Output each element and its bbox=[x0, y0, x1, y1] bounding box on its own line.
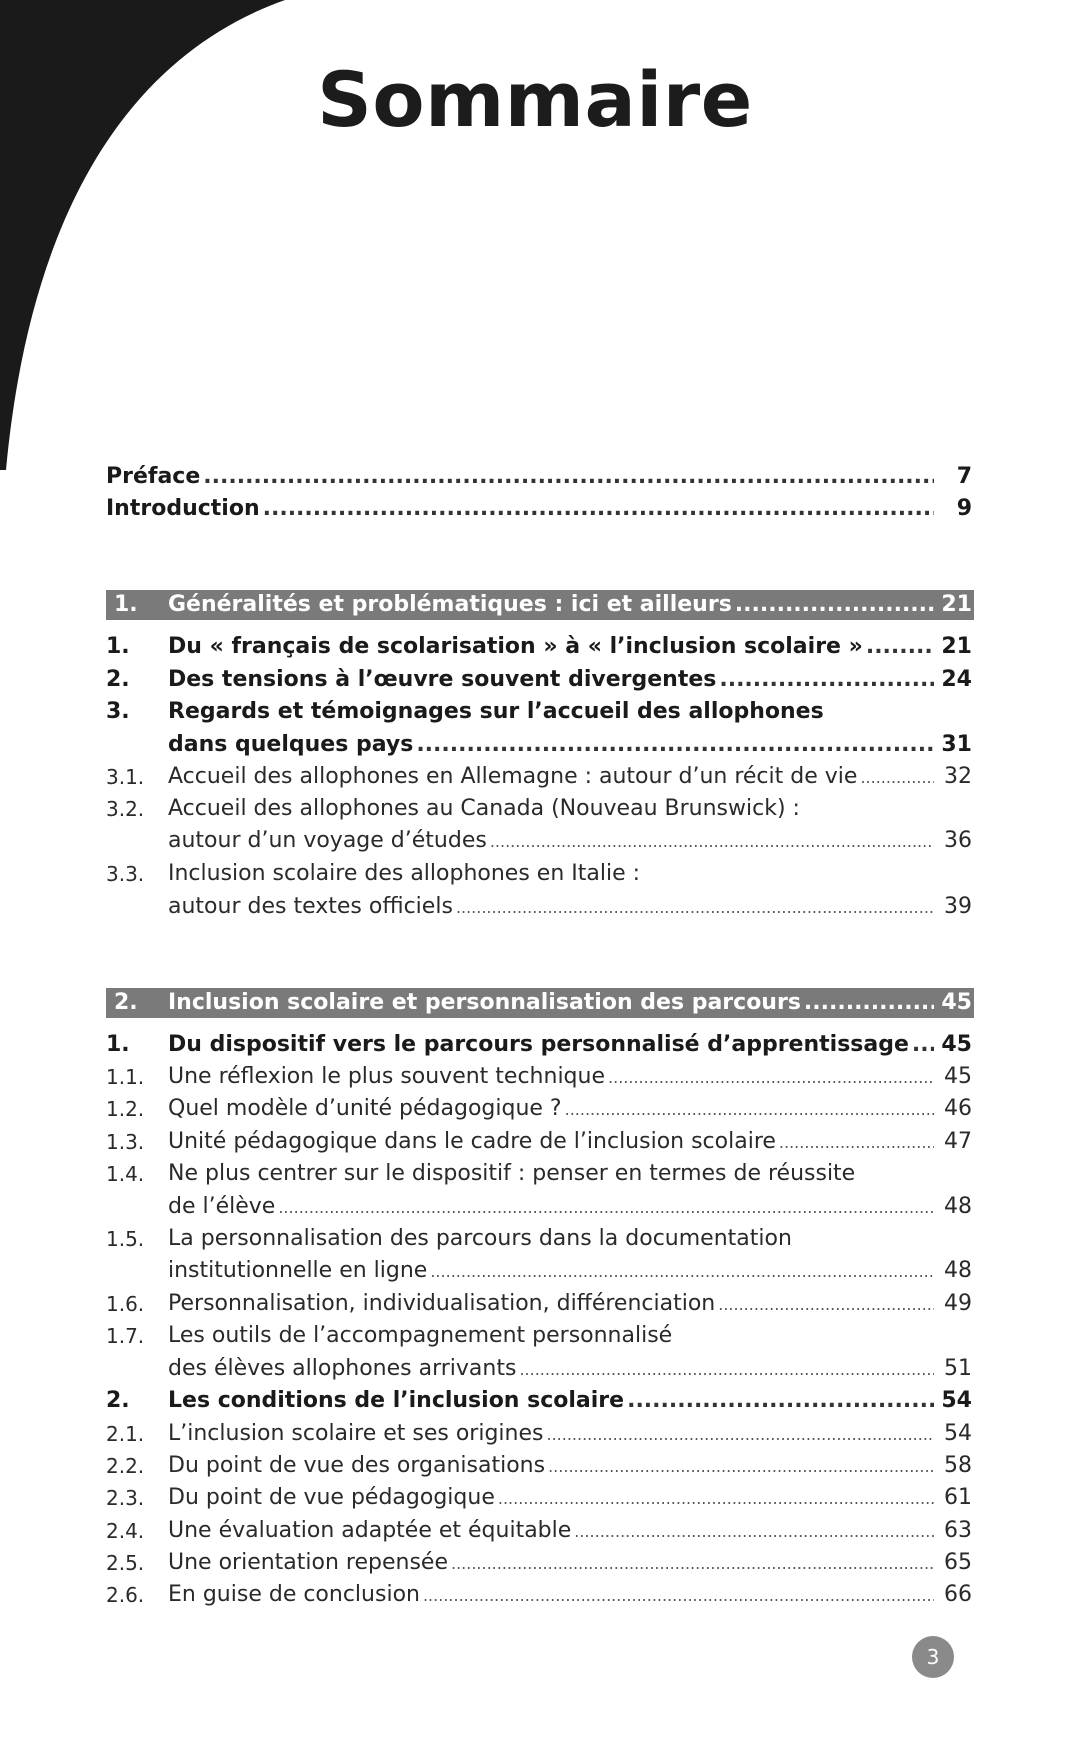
dot-leader bbox=[456, 893, 934, 923]
dot-leader bbox=[627, 1386, 934, 1416]
toc-entry-label: Unité pédagogique dans le cadre de l’inclusion scolaire bbox=[168, 1129, 776, 1154]
toc-entry-label-line2: institutionnelle en ligne bbox=[168, 1258, 428, 1283]
toc-entry-number: 2.2. bbox=[106, 1454, 145, 1478]
toc-entry-label-line1: Ne plus centrer sur le dispositif : penser en termes de réussite bbox=[168, 1161, 856, 1186]
toc-entry-number: 3.2. bbox=[106, 797, 145, 821]
toc-entry-label: Quel modèle d’unité pédagogique ? bbox=[168, 1096, 562, 1121]
toc-entry-number: 1.4. bbox=[106, 1162, 145, 1186]
toc-entry-label: Du point de vue pédagogique bbox=[168, 1485, 495, 1510]
dot-leader bbox=[565, 1095, 934, 1125]
toc-entry-page: 49 bbox=[944, 1291, 972, 1316]
dot-leader bbox=[719, 665, 934, 695]
toc-entry-page: 7 bbox=[956, 464, 972, 489]
toc-entry-page: 46 bbox=[944, 1096, 972, 1121]
toc-entry[interactable] bbox=[106, 1159, 974, 1189]
toc-entry-page: 45 bbox=[941, 1032, 972, 1057]
toc-entry-number: 1. bbox=[106, 1032, 130, 1057]
toc-entry[interactable] bbox=[106, 1321, 974, 1351]
toc-entry-label: En guise de conclusion bbox=[168, 1582, 420, 1607]
toc-entry-label: Une évaluation adaptée et équitable bbox=[168, 1518, 572, 1543]
part-number: 1. bbox=[114, 592, 138, 617]
page-number-badge: 3 bbox=[912, 1636, 954, 1678]
toc-entry-page: 54 bbox=[941, 1388, 972, 1413]
toc-entry-continuation[interactable] bbox=[106, 1256, 974, 1286]
toc-entry-page: 39 bbox=[944, 894, 972, 919]
part-page: 21 bbox=[941, 592, 972, 617]
dot-leader bbox=[574, 1517, 934, 1547]
toc-entry-label: Une réflexion le plus souvent technique bbox=[168, 1064, 606, 1089]
dot-leader bbox=[423, 1581, 934, 1611]
toc-entry-page: 65 bbox=[944, 1550, 972, 1575]
part-page: 45 bbox=[941, 990, 972, 1015]
dot-leader bbox=[718, 1290, 934, 1320]
toc-entry-number: 2. bbox=[106, 667, 130, 692]
toc-entry[interactable] bbox=[106, 1451, 974, 1481]
toc-entry-number: 1.2. bbox=[106, 1097, 145, 1121]
toc-entry-number: 3.1. bbox=[106, 765, 145, 789]
toc-entry-label-line2: de l’élève bbox=[168, 1194, 276, 1219]
toc-entry-number: 2. bbox=[106, 1388, 130, 1413]
toc-entry[interactable] bbox=[106, 1224, 974, 1254]
toc-entry-number: 1.3. bbox=[106, 1130, 145, 1154]
dot-leader bbox=[548, 1452, 934, 1482]
toc-entry-label: Accueil des allophones en Allemagne : autour d’un récit de vie bbox=[168, 764, 858, 789]
dot-leader bbox=[860, 763, 934, 793]
toc-entry-label: Personnalisation, individualisation, différenciation bbox=[168, 1291, 716, 1316]
toc-entry-label: Du point de vue des organisations bbox=[168, 1453, 546, 1478]
toc-entry-introduction[interactable] bbox=[106, 494, 974, 524]
toc-entry-page: 48 bbox=[944, 1194, 972, 1219]
toc-entry-page: 21 bbox=[941, 634, 972, 659]
toc-entry[interactable] bbox=[106, 1419, 974, 1449]
part-number: 2. bbox=[114, 990, 138, 1015]
toc-entry-page: 63 bbox=[944, 1518, 972, 1543]
dot-leader bbox=[263, 494, 934, 524]
dot-leader bbox=[546, 1420, 934, 1450]
toc-entry-label-line2: autour des textes officiels bbox=[168, 894, 453, 919]
toc-entry-continuation[interactable] bbox=[106, 1192, 974, 1222]
dot-leader bbox=[519, 1355, 934, 1385]
dot-leader bbox=[866, 632, 934, 662]
dot-leader bbox=[490, 827, 934, 857]
toc-entry-continuation[interactable] bbox=[106, 730, 974, 760]
toc-entry-label-line2: dans quelques pays bbox=[168, 732, 414, 757]
toc-entry-page: 45 bbox=[944, 1064, 972, 1089]
toc-entry-page: 51 bbox=[944, 1356, 972, 1381]
toc-entry[interactable] bbox=[106, 859, 974, 889]
dot-leader bbox=[779, 1128, 934, 1158]
toc-entry-number: 3.3. bbox=[106, 862, 145, 886]
toc-entry[interactable] bbox=[106, 1386, 974, 1416]
toc-entry[interactable] bbox=[106, 1289, 974, 1319]
dot-leader bbox=[278, 1193, 934, 1223]
toc-entry[interactable] bbox=[106, 697, 974, 727]
toc-entry-label-line1: Les outils de l’accompagnement personnalisé bbox=[168, 1323, 673, 1348]
toc-entry-label: Des tensions à l’œuvre souvent divergentes bbox=[168, 667, 717, 692]
toc-entry-label: Du « français de scolarisation » à « l’inclusion scolaire » bbox=[168, 634, 863, 659]
toc-entry-preface[interactable] bbox=[106, 462, 974, 492]
toc-entry[interactable] bbox=[106, 1127, 974, 1157]
toc-entry-page: 66 bbox=[944, 1582, 972, 1607]
toc-entry-number: 2.4. bbox=[106, 1519, 145, 1543]
toc-entry-label: Une orientation repensée bbox=[168, 1550, 448, 1575]
part-title: Inclusion scolaire et personnalisation des parcours bbox=[168, 990, 801, 1015]
toc-entry-label-line1: Accueil des allophones au Canada (Nouveau Brunswick) : bbox=[168, 796, 800, 821]
dot-leader bbox=[804, 988, 934, 1018]
part-2-header[interactable] bbox=[106, 988, 974, 1018]
toc-entry[interactable] bbox=[106, 632, 974, 662]
toc-entry-label: Les conditions de l’inclusion scolaire bbox=[168, 1388, 625, 1413]
toc-entry[interactable] bbox=[106, 1483, 974, 1513]
dot-leader bbox=[912, 1030, 934, 1060]
toc-entry-page: 54 bbox=[944, 1421, 972, 1446]
toc-entry-number: 1.1. bbox=[106, 1065, 145, 1089]
toc-entry-label: Préface bbox=[106, 464, 201, 489]
toc-entry-label: L’inclusion scolaire et ses origines bbox=[168, 1421, 544, 1446]
toc-entry-number: 2.1. bbox=[106, 1422, 145, 1446]
toc-entry-number: 1. bbox=[106, 634, 130, 659]
toc-entry-number: 1.6. bbox=[106, 1292, 145, 1316]
toc-entry-label: Du dispositif vers le parcours personnalisé d’apprentissage bbox=[168, 1032, 909, 1057]
toc-entry-page: 58 bbox=[944, 1453, 972, 1478]
toc-entry[interactable] bbox=[106, 1548, 974, 1578]
toc-entry-label: Introduction bbox=[106, 496, 260, 521]
toc-entry-continuation[interactable] bbox=[106, 892, 974, 922]
dot-leader bbox=[608, 1063, 934, 1093]
toc-entry-label-line1: Regards et témoignages sur l’accueil des allophones bbox=[168, 699, 824, 724]
toc-entry-continuation[interactable] bbox=[106, 1354, 974, 1384]
toc-entry-page: 36 bbox=[944, 828, 972, 853]
toc-entry[interactable] bbox=[106, 1062, 974, 1092]
dot-leader bbox=[451, 1549, 934, 1579]
toc-entry-number: 2.6. bbox=[106, 1583, 145, 1607]
toc-entry-page: 32 bbox=[944, 764, 972, 789]
toc-entry-label-line2: autour d’un voyage d’études bbox=[168, 828, 487, 853]
toc-entry-number: 1.7. bbox=[106, 1324, 145, 1348]
part-1-header[interactable] bbox=[106, 590, 974, 620]
toc-entry[interactable] bbox=[106, 1516, 974, 1546]
toc-entry[interactable] bbox=[106, 1094, 974, 1124]
toc-entry-page: 48 bbox=[944, 1258, 972, 1283]
toc-entry-page: 31 bbox=[941, 732, 972, 757]
page-title: Sommaire bbox=[317, 55, 753, 144]
dot-leader bbox=[430, 1257, 934, 1287]
toc-entry-page: 61 bbox=[944, 1485, 972, 1510]
dot-leader bbox=[416, 730, 934, 760]
dot-leader bbox=[498, 1484, 934, 1514]
dot-leader bbox=[735, 590, 934, 620]
toc-entry-label-line2: des élèves allophones arrivants bbox=[168, 1356, 517, 1381]
toc-entry[interactable] bbox=[106, 1030, 974, 1060]
toc-entry-continuation[interactable] bbox=[106, 826, 974, 856]
toc-entry-number: 3. bbox=[106, 699, 130, 724]
part-title: Généralités et problématiques : ici et ailleurs bbox=[168, 592, 732, 617]
toc-entry-number: 1.5. bbox=[106, 1227, 145, 1251]
toc-entry-number: 2.5. bbox=[106, 1551, 145, 1575]
toc-entry[interactable] bbox=[106, 794, 974, 824]
toc-entry-label-line1: Inclusion scolaire des allophones en Italie : bbox=[168, 861, 641, 886]
toc-entry[interactable] bbox=[106, 762, 974, 792]
toc-entry-number: 2.3. bbox=[106, 1486, 145, 1510]
dot-leader bbox=[203, 462, 934, 492]
toc-entry[interactable] bbox=[106, 665, 974, 695]
toc-entry-page: 24 bbox=[941, 667, 972, 692]
toc-entry-label-line1: La personnalisation des parcours dans la documentation bbox=[168, 1226, 792, 1251]
toc-entry[interactable] bbox=[106, 1580, 974, 1610]
toc-entry-page: 47 bbox=[944, 1129, 972, 1154]
toc-entry-page: 9 bbox=[956, 496, 972, 521]
